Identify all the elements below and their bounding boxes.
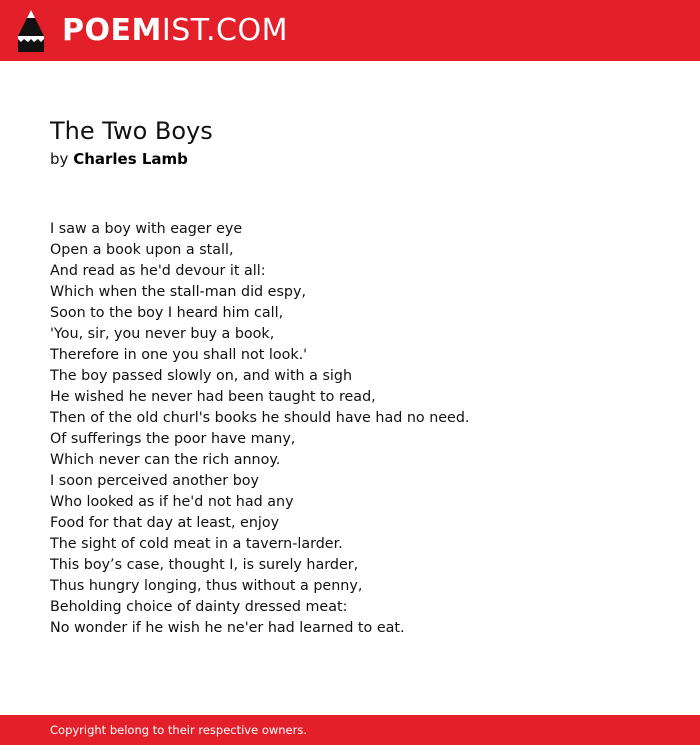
poem-line: No wonder if he wish he ne'er had learned to eat.: [50, 620, 405, 636]
site-logo-text[interactable]: [62, 11, 288, 51]
poem-line: Food for that day at least, enjoy: [50, 515, 280, 531]
poem-line: The boy passed slowly on, and with a sigh: [50, 368, 353, 384]
poem-line: Open a book upon a stall,: [50, 242, 234, 258]
site-footer: [0, 715, 700, 745]
site-header: [0, 0, 700, 61]
pencil-icon: [18, 10, 44, 52]
poem-lines: [50, 219, 469, 639]
author-link[interactable]: Charles Lamb: [73, 150, 188, 168]
poem-line: Which never can the rich annoy.: [50, 452, 281, 468]
poem-line: I saw a boy with eager eye: [50, 221, 243, 237]
poem-line: Of sufferings the poor have many,: [50, 431, 296, 447]
poem-line: Which when the stall-man did espy,: [50, 284, 307, 300]
poem-line: Then of the old churl's books he should have had no need.: [50, 410, 470, 426]
poem-line: Who looked as if he'd not had any: [50, 494, 294, 510]
poem-line: 'You, sir, you never buy a book,: [50, 326, 275, 342]
poem-line: The sight of cold meat in a tavern-larder.: [50, 536, 343, 552]
poem-line: He wished he never had been taught to read,: [50, 389, 376, 405]
poem-byline: [50, 149, 188, 169]
poem-line: Thus hungry longing, thus without a penny,: [50, 578, 363, 594]
poem-line: This boy’s case, thought I, is surely harder,: [50, 557, 359, 573]
by-label: by: [50, 150, 69, 168]
poem-line: I soon perceived another boy: [50, 473, 259, 489]
logo-text-bold: POEM: [62, 13, 162, 48]
poem-line: Soon to the boy I heard him call,: [50, 305, 284, 321]
poem-line: And read as he'd devour it all:: [50, 263, 266, 279]
poem-title: The Two Boys: [50, 117, 213, 145]
logo-text-light: IST.COM: [161, 13, 288, 48]
poem-line: Beholding choice of dainty dressed meat:: [50, 599, 348, 615]
poem-line: Therefore in one you shall not look.': [50, 347, 308, 363]
copyright-text: Copyright belong to their respective owners.: [50, 723, 308, 737]
